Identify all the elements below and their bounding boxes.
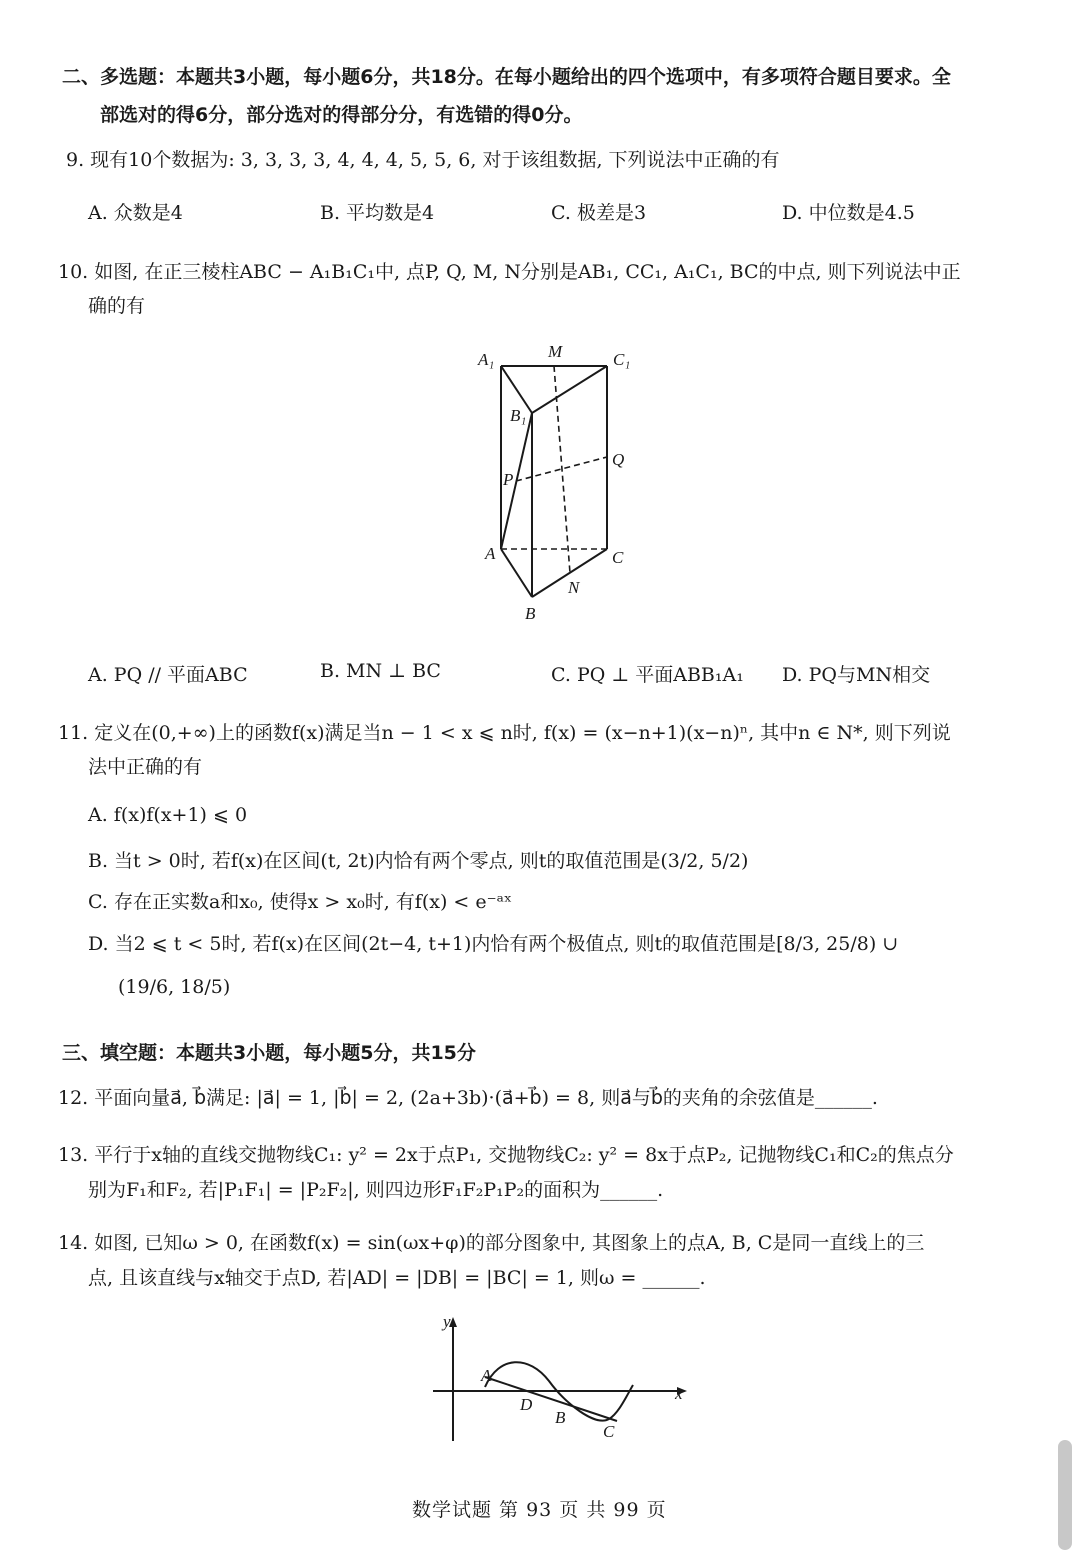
q11-option-c: C. 存在正实数a和x₀, 使得x > x₀时, 有f(x) < e⁻ᵃˣ bbox=[88, 891, 513, 913]
q10-stem-line2: 确的有 bbox=[88, 295, 146, 317]
label-c: C bbox=[612, 548, 624, 567]
q9-option-c: C. 极差是3 bbox=[551, 202, 647, 224]
page-footer: 数学试题 第 93 页 共 99 页 bbox=[412, 1499, 667, 1521]
q11-stem-line2: 法中正确的有 bbox=[88, 756, 203, 778]
section2-title-line2: 部选对的得6分，部分选对的得部分分，有选错的得0分。 bbox=[100, 104, 583, 126]
sine-figure bbox=[425, 1315, 695, 1445]
section3-title: 三、填空题：本题共3小题，每小题5分，共15分 bbox=[62, 1042, 476, 1064]
q9-option-d: D. 中位数是4.5 bbox=[782, 202, 915, 224]
q11-option-d-line2: (19/6, 18/5) bbox=[118, 976, 231, 998]
q9-stem: 9. 现有10个数据为: 3, 3, 3, 3, 4, 4, 4, 5, 5, 6, 对于该组数据, 下列说法中正确的有 bbox=[66, 149, 780, 171]
label-a: A bbox=[485, 544, 496, 563]
label-q: Q bbox=[612, 450, 625, 469]
label-d: D bbox=[520, 1395, 533, 1414]
q13-stem-line2: 别为F₁和F₂, 若|P₁F₁| = |P₂F₂|, 则四边形F₁F₂P₁P₂的面积为______. bbox=[88, 1179, 664, 1201]
q10-option-c: C. PQ ⊥ 平面ABB₁A₁ bbox=[551, 664, 744, 686]
label-b1: B₁ bbox=[510, 406, 527, 425]
section2-title-line1: 二、多选题：本题共3小题，每小题6分，共18分。在每小题给出的四个选项中，有多项符合题目要求。全 bbox=[62, 66, 951, 88]
q14-stem-line1: 14. 如图, 已知ω > 0, 在函数f(x) = sin(ωx+φ)的部分图象中, 其图象上的点A, B, C是同一直线上的三 bbox=[58, 1232, 925, 1254]
label-n: N bbox=[568, 578, 580, 597]
label-a: A bbox=[481, 1366, 492, 1385]
q10-stem-line1: 10. 如图, 在正三棱柱ABC − A₁B₁C₁中, 点P, Q, M, N分别是AB₁, CC₁, A₁C₁, BC的中点, 则下列说法中正 bbox=[58, 261, 961, 283]
q13-stem-line1: 13. 平行于x轴的直线交抛物线C₁: y² = 2x于点P₁, 交抛物线C₂: y² = 8x于点P₂, 记抛物线C₁和C₂的焦点分 bbox=[58, 1144, 954, 1166]
q12-stem: 12. 平面向量a⃗, b⃗满足: |a⃗| = 1, |b⃗| = 2, (2a+3b)·(a⃗+b⃗) = 8, 则a⃗与b⃗的夹角的余弦值是______. bbox=[58, 1087, 878, 1109]
q10-option-d: D. PQ与MN相交 bbox=[782, 664, 931, 686]
q11-stem-line1: 11. 定义在(0,+∞)上的函数f(x)满足当n − 1 < x ⩽ n时, f(x) = (x−n+1)(x−n)ⁿ, 其中n ∈ N*, 则下列说 bbox=[58, 722, 951, 744]
label-b: B bbox=[525, 604, 536, 623]
q10-option-b: B. MN ⊥ BC bbox=[320, 660, 441, 682]
label-b: B bbox=[555, 1408, 566, 1427]
q14-stem-line2: 点, 且该直线与x轴交于点D, 若|AD| = |DB| = |BC| = 1, 则ω = ______. bbox=[88, 1267, 706, 1289]
q9-option-a: A. 众数是4 bbox=[88, 202, 183, 224]
q11-option-a: A. f(x)f(x+1) ⩽ 0 bbox=[88, 804, 248, 826]
q11-option-b: B. 当t > 0时, 若f(x)在区间(t, 2t)内恰有两个零点, 则t的取值范围是(3/2, 5/2) bbox=[88, 850, 749, 872]
scrollbar-thumb[interactable] bbox=[1058, 1440, 1072, 1550]
label-y-axis: y bbox=[443, 1315, 451, 1331]
label-m: M bbox=[548, 342, 563, 361]
label-a1: A₁ bbox=[478, 350, 495, 369]
label-c1: C₁ bbox=[613, 350, 631, 369]
q11-option-d-line1: D. 当2 ⩽ t < 5时, 若f(x)在区间(2t−4, t+1)内恰有两个极值点, 则t的取值范围是[8/3, 25/8) ∪ bbox=[88, 933, 899, 955]
q10-option-a: A. PQ // 平面ABC bbox=[88, 664, 248, 686]
q9-option-b: B. 平均数是4 bbox=[320, 202, 435, 224]
label-p: P bbox=[503, 470, 514, 489]
label-c: C bbox=[603, 1422, 615, 1441]
label-x-axis: x bbox=[675, 1384, 683, 1403]
prism-figure bbox=[470, 335, 650, 630]
